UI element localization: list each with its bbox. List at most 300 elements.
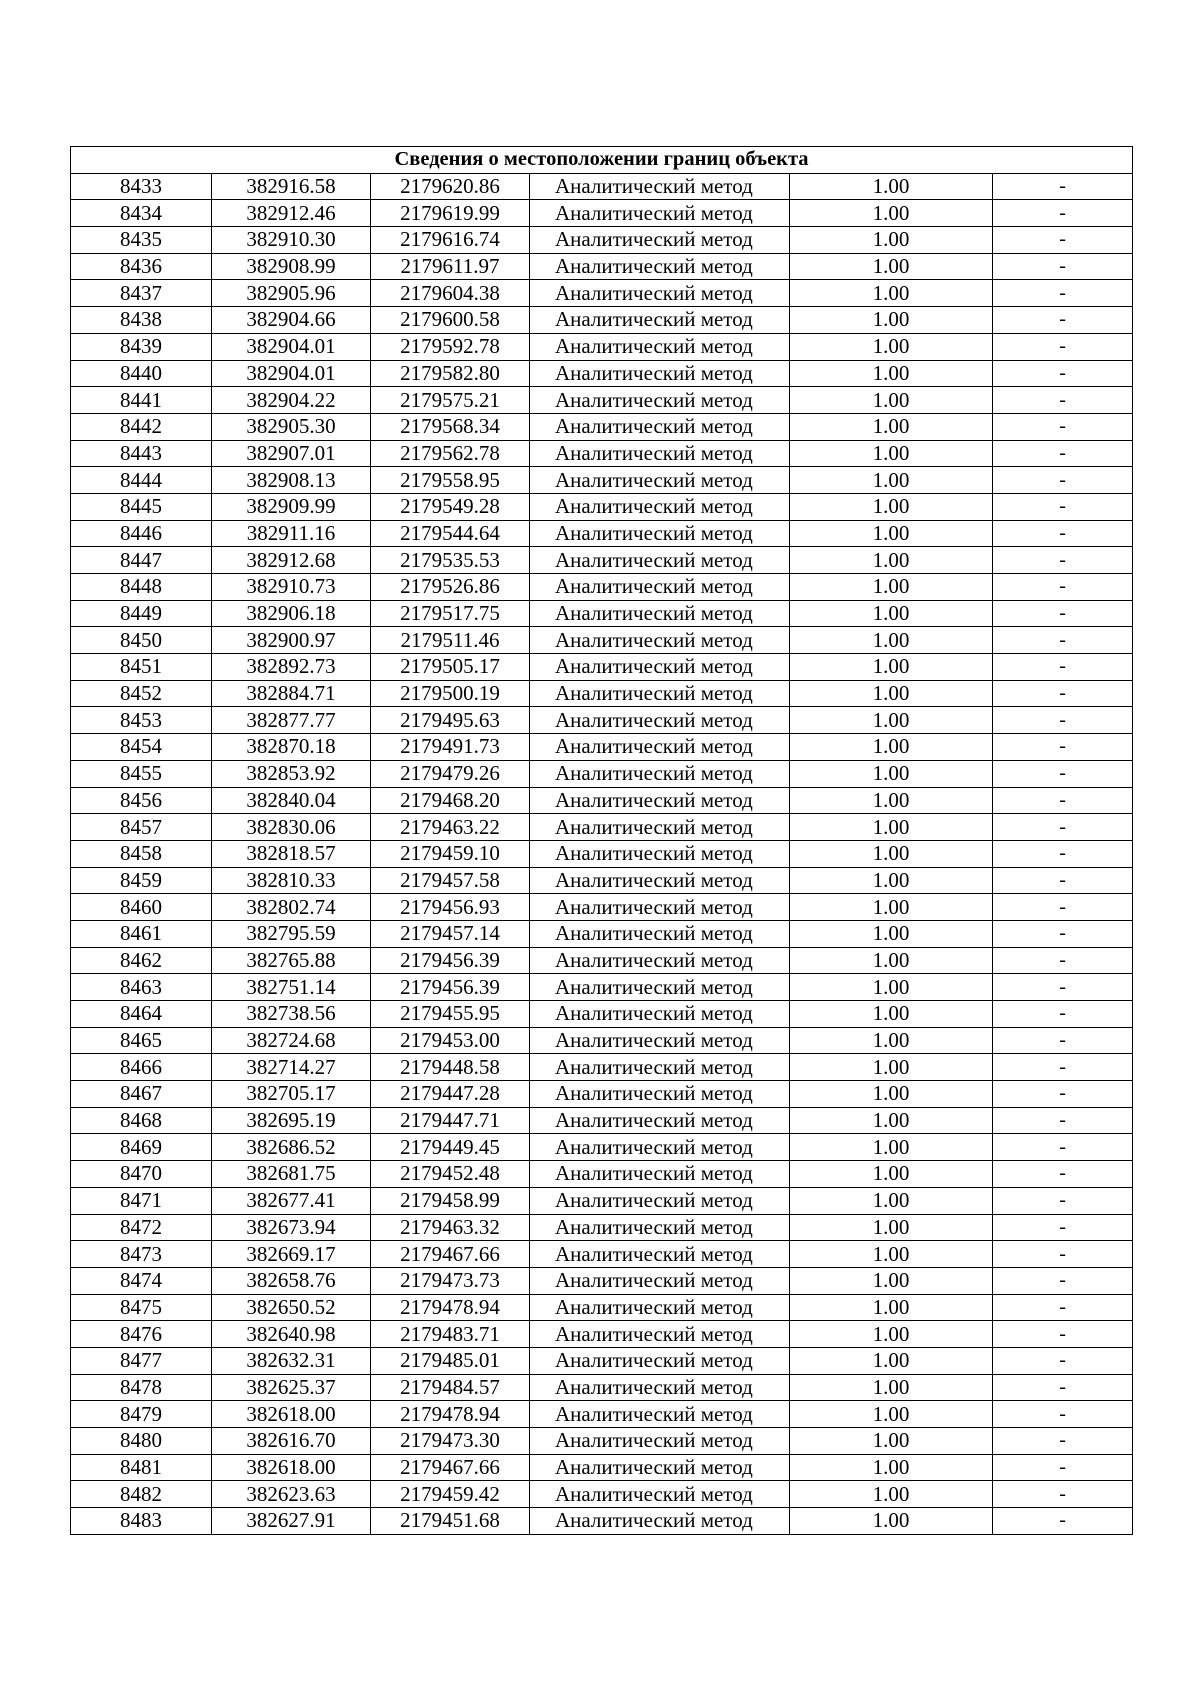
table-row [71, 974, 1133, 1001]
cell-coord-y: 2179549.28 [371, 493, 530, 520]
table-body [71, 173, 1133, 1534]
cell-coord-y: 2179459.42 [371, 1481, 530, 1508]
cell-accuracy: 1.00 [790, 974, 993, 1001]
cell-description: - [993, 947, 1133, 974]
cell-method: Аналитический метод [530, 1267, 790, 1294]
cell-accuracy: 1.00 [790, 547, 993, 574]
cell-method: Аналитический метод [530, 654, 790, 681]
cell-coord-x: 382905.96 [212, 280, 371, 307]
cell-method: Аналитический метод [530, 1107, 790, 1134]
cell-coord-x: 382686.52 [212, 1134, 371, 1161]
cell-accuracy: 1.00 [790, 333, 993, 360]
cell-method: Аналитический метод [530, 1187, 790, 1214]
cell-coord-x: 382912.46 [212, 200, 371, 227]
cell-coord-x: 382632.31 [212, 1347, 371, 1374]
cell-accuracy: 1.00 [790, 867, 993, 894]
cell-accuracy: 1.00 [790, 1054, 993, 1081]
cell-point-number: 8479 [71, 1401, 212, 1428]
table-row [71, 1374, 1133, 1401]
cell-accuracy: 1.00 [790, 1374, 993, 1401]
cell-coord-x: 382877.77 [212, 707, 371, 734]
cell-description: - [993, 1321, 1133, 1348]
cell-coord-y: 2179447.28 [371, 1081, 530, 1108]
cell-point-number: 8461 [71, 920, 212, 947]
cell-point-number: 8445 [71, 493, 212, 520]
cell-description: - [993, 1508, 1133, 1535]
cell-point-number: 8482 [71, 1481, 212, 1508]
cell-point-number: 8465 [71, 1027, 212, 1054]
cell-point-number: 8442 [71, 413, 212, 440]
cell-accuracy: 1.00 [790, 707, 993, 734]
cell-coord-y: 2179467.66 [371, 1241, 530, 1268]
cell-coord-y: 2179535.53 [371, 547, 530, 574]
cell-method: Аналитический метод [530, 1081, 790, 1108]
table-row [71, 387, 1133, 414]
table-row [71, 360, 1133, 387]
cell-coord-y: 2179484.57 [371, 1374, 530, 1401]
cell-method: Аналитический метод [530, 600, 790, 627]
cell-coord-y: 2179459.10 [371, 840, 530, 867]
cell-coord-y: 2179456.39 [371, 947, 530, 974]
cell-point-number: 8469 [71, 1134, 212, 1161]
cell-method: Аналитический метод [530, 173, 790, 200]
cell-coord-y: 2179447.71 [371, 1107, 530, 1134]
cell-coord-y: 2179483.71 [371, 1321, 530, 1348]
table-row [71, 1294, 1133, 1321]
cell-accuracy: 1.00 [790, 760, 993, 787]
cell-method: Аналитический метод [530, 867, 790, 894]
cell-coord-y: 2179479.26 [371, 760, 530, 787]
cell-method: Аналитический метод [530, 467, 790, 494]
cell-coord-x: 382623.63 [212, 1481, 371, 1508]
table-row [71, 1508, 1133, 1535]
cell-point-number: 8470 [71, 1161, 212, 1188]
cell-coord-y: 2179463.22 [371, 814, 530, 841]
cell-coord-y: 2179473.73 [371, 1267, 530, 1294]
cell-point-number: 8456 [71, 787, 212, 814]
cell-point-number: 8446 [71, 520, 212, 547]
table-row [71, 1027, 1133, 1054]
cell-accuracy: 1.00 [790, 413, 993, 440]
table-row [71, 1241, 1133, 1268]
cell-coord-x: 382681.75 [212, 1161, 371, 1188]
cell-description: - [993, 307, 1133, 334]
cell-accuracy: 1.00 [790, 947, 993, 974]
cell-description: - [993, 360, 1133, 387]
cell-coord-x: 382908.13 [212, 467, 371, 494]
cell-coord-x: 382904.66 [212, 307, 371, 334]
cell-description: - [993, 1241, 1133, 1268]
cell-accuracy: 1.00 [790, 894, 993, 921]
table-row [71, 280, 1133, 307]
cell-description: - [993, 1134, 1133, 1161]
table-row [71, 1214, 1133, 1241]
cell-accuracy: 1.00 [790, 1508, 993, 1535]
cell-coord-x: 382677.41 [212, 1187, 371, 1214]
cell-method: Аналитический метод [530, 707, 790, 734]
cell-description: - [993, 600, 1133, 627]
cell-accuracy: 1.00 [790, 1027, 993, 1054]
cell-point-number: 8434 [71, 200, 212, 227]
cell-accuracy: 1.00 [790, 787, 993, 814]
cell-description: - [993, 787, 1133, 814]
cell-method: Аналитический метод [530, 547, 790, 574]
table-row [71, 467, 1133, 494]
cell-accuracy: 1.00 [790, 440, 993, 467]
table-row [71, 227, 1133, 254]
cell-accuracy: 1.00 [790, 1401, 993, 1428]
cell-coord-y: 2179451.68 [371, 1508, 530, 1535]
cell-method: Аналитический метод [530, 1241, 790, 1268]
cell-coord-x: 382640.98 [212, 1321, 371, 1348]
cell-description: - [993, 1294, 1133, 1321]
cell-description: - [993, 1454, 1133, 1481]
cell-method: Аналитический метод [530, 1428, 790, 1455]
cell-coord-y: 2179478.94 [371, 1294, 530, 1321]
cell-point-number: 8481 [71, 1454, 212, 1481]
cell-method: Аналитический метод [530, 1321, 790, 1348]
cell-coord-y: 2179582.80 [371, 360, 530, 387]
cell-method: Аналитический метод [530, 253, 790, 280]
table-row [71, 734, 1133, 761]
cell-coord-x: 382911.16 [212, 520, 371, 547]
cell-coord-x: 382910.73 [212, 574, 371, 601]
boundary-coordinates-table [70, 146, 1133, 1535]
cell-method: Аналитический метод [530, 1214, 790, 1241]
cell-accuracy: 1.00 [790, 1134, 993, 1161]
table-row [71, 1454, 1133, 1481]
cell-coord-y: 2179449.45 [371, 1134, 530, 1161]
cell-coord-x: 382870.18 [212, 734, 371, 761]
cell-coord-y: 2179568.34 [371, 413, 530, 440]
cell-coord-y: 2179463.32 [371, 1214, 530, 1241]
cell-method: Аналитический метод [530, 734, 790, 761]
cell-accuracy: 1.00 [790, 1241, 993, 1268]
cell-method: Аналитический метод [530, 307, 790, 334]
cell-coord-x: 382618.00 [212, 1454, 371, 1481]
cell-method: Аналитический метод [530, 413, 790, 440]
cell-point-number: 8443 [71, 440, 212, 467]
cell-coord-y: 2179611.97 [371, 253, 530, 280]
cell-accuracy: 1.00 [790, 1001, 993, 1028]
cell-accuracy: 1.00 [790, 1214, 993, 1241]
cell-point-number: 8440 [71, 360, 212, 387]
cell-point-number: 8462 [71, 947, 212, 974]
cell-description: - [993, 1347, 1133, 1374]
cell-coord-y: 2179491.73 [371, 734, 530, 761]
cell-point-number: 8477 [71, 1347, 212, 1374]
cell-coord-y: 2179457.58 [371, 867, 530, 894]
cell-point-number: 8474 [71, 1267, 212, 1294]
cell-coord-x: 382669.17 [212, 1241, 371, 1268]
table-row [71, 894, 1133, 921]
cell-coord-y: 2179457.14 [371, 920, 530, 947]
cell-method: Аналитический метод [530, 894, 790, 921]
cell-accuracy: 1.00 [790, 680, 993, 707]
cell-coord-x: 382884.71 [212, 680, 371, 707]
cell-accuracy: 1.00 [790, 734, 993, 761]
cell-point-number: 8439 [71, 333, 212, 360]
table-row [71, 1428, 1133, 1455]
cell-point-number: 8463 [71, 974, 212, 1001]
cell-method: Аналитический метод [530, 1027, 790, 1054]
cell-description: - [993, 280, 1133, 307]
cell-accuracy: 1.00 [790, 1187, 993, 1214]
table-title-row [71, 147, 1133, 174]
cell-point-number: 8473 [71, 1241, 212, 1268]
cell-method: Аналитический метод [530, 440, 790, 467]
cell-accuracy: 1.00 [790, 814, 993, 841]
cell-coord-y: 2179517.75 [371, 600, 530, 627]
cell-coord-x: 382912.68 [212, 547, 371, 574]
cell-coord-x: 382916.58 [212, 173, 371, 200]
cell-accuracy: 1.00 [790, 1107, 993, 1134]
table-row [71, 1107, 1133, 1134]
cell-coord-x: 382909.99 [212, 493, 371, 520]
cell-description: - [993, 440, 1133, 467]
table-row [71, 547, 1133, 574]
cell-point-number: 8478 [71, 1374, 212, 1401]
cell-point-number: 8453 [71, 707, 212, 734]
cell-coord-x: 382714.27 [212, 1054, 371, 1081]
cell-coord-x: 382616.70 [212, 1428, 371, 1455]
table-row [71, 627, 1133, 654]
cell-coord-x: 382904.01 [212, 333, 371, 360]
cell-coord-y: 2179495.63 [371, 707, 530, 734]
cell-description: - [993, 200, 1133, 227]
cell-point-number: 8450 [71, 627, 212, 654]
cell-point-number: 8472 [71, 1214, 212, 1241]
cell-coord-x: 382910.30 [212, 227, 371, 254]
cell-coord-y: 2179468.20 [371, 787, 530, 814]
cell-coord-x: 382673.94 [212, 1214, 371, 1241]
cell-method: Аналитический метод [530, 280, 790, 307]
table-row [71, 173, 1133, 200]
cell-method: Аналитический метод [530, 787, 790, 814]
cell-accuracy: 1.00 [790, 1454, 993, 1481]
cell-description: - [993, 387, 1133, 414]
cell-method: Аналитический метод [530, 680, 790, 707]
cell-accuracy: 1.00 [790, 280, 993, 307]
cell-accuracy: 1.00 [790, 253, 993, 280]
cell-point-number: 8466 [71, 1054, 212, 1081]
cell-coord-x: 382625.37 [212, 1374, 371, 1401]
cell-coord-x: 382908.99 [212, 253, 371, 280]
table-row [71, 520, 1133, 547]
cell-coord-x: 382658.76 [212, 1267, 371, 1294]
cell-accuracy: 1.00 [790, 1161, 993, 1188]
table-title: Сведения о местоположении границ объекта [71, 147, 1133, 174]
cell-point-number: 8433 [71, 173, 212, 200]
cell-accuracy: 1.00 [790, 1267, 993, 1294]
cell-accuracy: 1.00 [790, 574, 993, 601]
cell-accuracy: 1.00 [790, 387, 993, 414]
cell-coord-y: 2179473.30 [371, 1428, 530, 1455]
table-row [71, 920, 1133, 947]
cell-point-number: 8460 [71, 894, 212, 921]
cell-point-number: 8447 [71, 547, 212, 574]
cell-coord-y: 2179456.93 [371, 894, 530, 921]
cell-coord-x: 382765.88 [212, 947, 371, 974]
cell-description: - [993, 1081, 1133, 1108]
cell-point-number: 8455 [71, 760, 212, 787]
table-row [71, 574, 1133, 601]
table-row [71, 840, 1133, 867]
cell-description: - [993, 333, 1133, 360]
cell-point-number: 8467 [71, 1081, 212, 1108]
cell-coord-x: 382900.97 [212, 627, 371, 654]
cell-coord-x: 382905.30 [212, 413, 371, 440]
cell-point-number: 8480 [71, 1428, 212, 1455]
table-row [71, 1134, 1133, 1161]
cell-description: - [993, 467, 1133, 494]
cell-coord-y: 2179478.94 [371, 1401, 530, 1428]
cell-point-number: 8449 [71, 600, 212, 627]
cell-point-number: 8436 [71, 253, 212, 280]
cell-description: - [993, 1054, 1133, 1081]
cell-accuracy: 1.00 [790, 654, 993, 681]
table-row [71, 413, 1133, 440]
cell-coord-x: 382650.52 [212, 1294, 371, 1321]
cell-coord-y: 2179562.78 [371, 440, 530, 467]
cell-coord-x: 382906.18 [212, 600, 371, 627]
cell-description: - [993, 680, 1133, 707]
cell-description: - [993, 1374, 1133, 1401]
cell-coord-x: 382892.73 [212, 654, 371, 681]
cell-coord-x: 382724.68 [212, 1027, 371, 1054]
cell-description: - [993, 920, 1133, 947]
cell-coord-y: 2179458.99 [371, 1187, 530, 1214]
cell-point-number: 8471 [71, 1187, 212, 1214]
cell-point-number: 8441 [71, 387, 212, 414]
cell-method: Аналитический метод [530, 1508, 790, 1535]
table-row [71, 1267, 1133, 1294]
cell-method: Аналитический метод [530, 1294, 790, 1321]
table-row [71, 867, 1133, 894]
cell-method: Аналитический метод [530, 760, 790, 787]
cell-description: - [993, 894, 1133, 921]
cell-method: Аналитический метод [530, 520, 790, 547]
cell-coord-x: 382795.59 [212, 920, 371, 947]
cell-description: - [993, 1161, 1133, 1188]
table-row [71, 1401, 1133, 1428]
cell-point-number: 8444 [71, 467, 212, 494]
cell-accuracy: 1.00 [790, 1347, 993, 1374]
cell-description: - [993, 760, 1133, 787]
cell-method: Аналитический метод [530, 200, 790, 227]
table-row [71, 200, 1133, 227]
cell-method: Аналитический метод [530, 387, 790, 414]
table-row [71, 1481, 1133, 1508]
cell-method: Аналитический метод [530, 1001, 790, 1028]
table-row [71, 253, 1133, 280]
cell-method: Аналитический метод [530, 947, 790, 974]
cell-coord-y: 2179485.01 [371, 1347, 530, 1374]
table-row [71, 1347, 1133, 1374]
cell-description: - [993, 1481, 1133, 1508]
cell-coord-x: 382810.33 [212, 867, 371, 894]
cell-method: Аналитический метод [530, 574, 790, 601]
table-row [71, 814, 1133, 841]
cell-coord-y: 2179526.86 [371, 574, 530, 601]
cell-point-number: 8483 [71, 1508, 212, 1535]
cell-point-number: 8448 [71, 574, 212, 601]
cell-coord-y: 2179600.58 [371, 307, 530, 334]
cell-point-number: 8476 [71, 1321, 212, 1348]
cell-coord-x: 382751.14 [212, 974, 371, 1001]
cell-point-number: 8457 [71, 814, 212, 841]
cell-description: - [993, 974, 1133, 1001]
table-row [71, 1161, 1133, 1188]
cell-description: - [993, 173, 1133, 200]
cell-description: - [993, 734, 1133, 761]
cell-coord-y: 2179604.38 [371, 280, 530, 307]
cell-accuracy: 1.00 [790, 467, 993, 494]
cell-coord-y: 2179616.74 [371, 227, 530, 254]
cell-description: - [993, 627, 1133, 654]
cell-accuracy: 1.00 [790, 627, 993, 654]
table-row [71, 307, 1133, 334]
cell-method: Аналитический метод [530, 1161, 790, 1188]
cell-coord-x: 382705.17 [212, 1081, 371, 1108]
table-row [71, 333, 1133, 360]
cell-point-number: 8458 [71, 840, 212, 867]
cell-coord-y: 2179452.48 [371, 1161, 530, 1188]
cell-coord-y: 2179592.78 [371, 333, 530, 360]
cell-point-number: 8452 [71, 680, 212, 707]
table-row [71, 947, 1133, 974]
table-row [71, 600, 1133, 627]
table-row [71, 440, 1133, 467]
cell-method: Аналитический метод [530, 1374, 790, 1401]
cell-accuracy: 1.00 [790, 1081, 993, 1108]
cell-method: Аналитический метод [530, 1054, 790, 1081]
table-row [71, 680, 1133, 707]
cell-point-number: 8475 [71, 1294, 212, 1321]
cell-method: Аналитический метод [530, 1347, 790, 1374]
cell-description: - [993, 1428, 1133, 1455]
cell-point-number: 8464 [71, 1001, 212, 1028]
cell-description: - [993, 574, 1133, 601]
table-row [71, 654, 1133, 681]
cell-point-number: 8454 [71, 734, 212, 761]
cell-point-number: 8459 [71, 867, 212, 894]
table-row [71, 787, 1133, 814]
cell-coord-y: 2179511.46 [371, 627, 530, 654]
cell-coord-y: 2179544.64 [371, 520, 530, 547]
cell-description: - [993, 1214, 1133, 1241]
cell-accuracy: 1.00 [790, 840, 993, 867]
cell-description: - [993, 493, 1133, 520]
cell-point-number: 8438 [71, 307, 212, 334]
table-row [71, 1187, 1133, 1214]
cell-description: - [993, 840, 1133, 867]
cell-coord-x: 382907.01 [212, 440, 371, 467]
table-row [71, 493, 1133, 520]
cell-method: Аналитический метод [530, 1481, 790, 1508]
table-row [71, 1054, 1133, 1081]
cell-accuracy: 1.00 [790, 200, 993, 227]
cell-description: - [993, 1001, 1133, 1028]
cell-description: - [993, 654, 1133, 681]
cell-coord-y: 2179619.99 [371, 200, 530, 227]
cell-accuracy: 1.00 [790, 307, 993, 334]
cell-description: - [993, 547, 1133, 574]
cell-point-number: 8451 [71, 654, 212, 681]
cell-method: Аналитический метод [530, 974, 790, 1001]
cell-coord-x: 382904.01 [212, 360, 371, 387]
table-row [71, 760, 1133, 787]
